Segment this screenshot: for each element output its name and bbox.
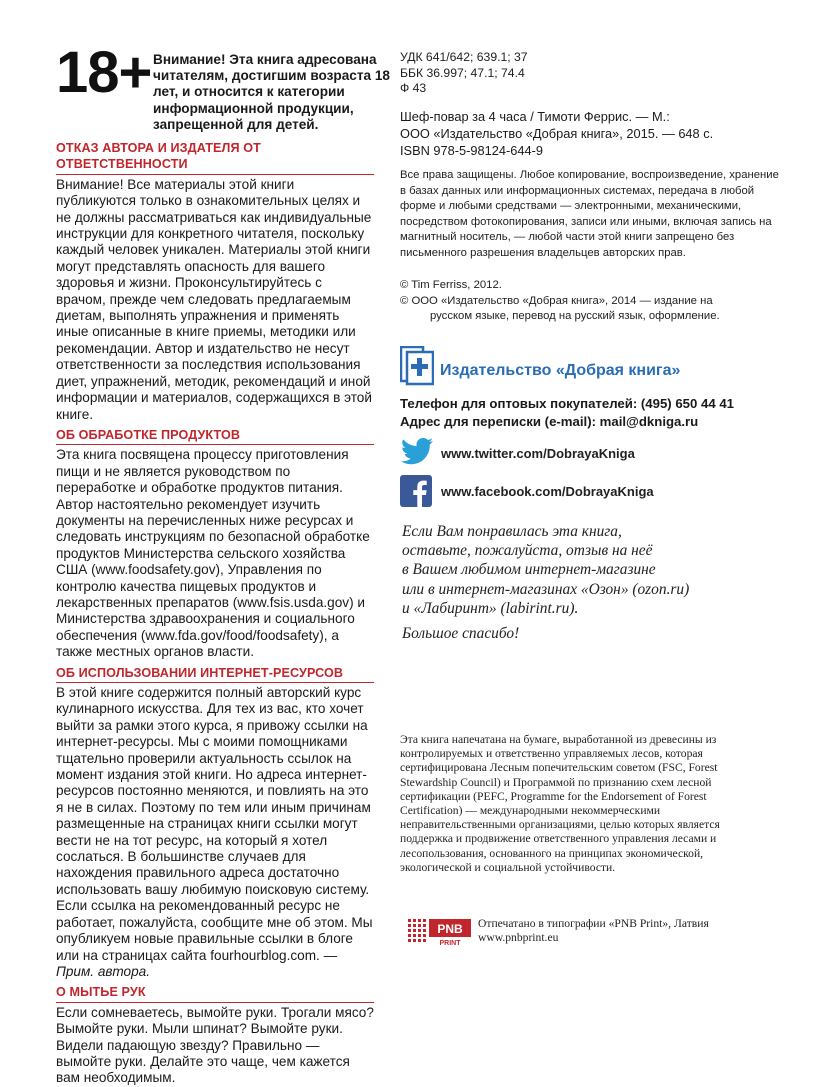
age-warning: Внимание! Эта книга адресована читателям, достигшим возраста 18 лет, и относится к категории информационной продукции, запрещенной для детей. <box>153 52 390 132</box>
section-heading-food: ОБ ОБРАБОТКЕ ПРОДУКТОВ <box>56 427 374 445</box>
section-heading-handwash: О МЫТЬЕ РУК <box>56 984 374 1002</box>
bbk-code: ББК 36.997; 47.1; 74.4 <box>400 65 525 80</box>
publisher-contacts <box>400 395 800 431</box>
internet-text: В этой книге содержится полный авторский курс кулинарного искусства. Для тех из вас, кто хочет выйти за рамки этого курса, я привожу ссылки на интернет-ресурсы. Мы с моими помощниками тщательно проверили актуальность ссылок на момент издания этой книги. Но адреса интернет-ресурсов постоянно меняются, и повлиять на это я не в силах. Поэтому по тем или иным причинам размещенные на страницах книги ссылки могут вести не на тот ресурс, на который я хотел сослаться. В большинстве случаев для нахождения правильного адреса достаточно использовать вашу любимую поисковую систему. Если ссылка на рекомендованный ресурс не работает, пожалуйста, сообщите мне об этом. Мы опубликуем новые правильные ссылки в блоге или на страницах сайта fourhourblog.com. — <box>56 685 373 963</box>
catalog-line-1: Шеф-повар за 4 часа / Тимоти Феррис. — М.: <box>400 109 670 124</box>
section-body-internet <box>56 685 374 980</box>
copyright-line-2a: © ООО «Издательство «Добрая книга», 2014 — издание на <box>400 294 713 307</box>
left-column <box>56 140 374 1087</box>
review-line-4: или в интернет-магазинах «Озон» (ozon.ru) <box>402 580 690 598</box>
twitter-link[interactable]: www.twitter.com/DobrayaKniga <box>441 446 635 461</box>
section-body-food: Эта книга посвящена процессу приготовления пищи и не является руководством по переработке и обработке продуктов питания. Автор настоятельно рекомендует изучить документы на перечисленных ниже ресурсах и следовать инструкциям по безопасной обработке продуктов Министерства сельского хозяйства США (www.foodsafety.gov), Управления по контролю качества пищевых продуктов и лекарственных препаратов (www.fsis.usda.gov) и Министерства здравоохранения и социального обеспечения (www.fda.gov/food/foodsafety), а также местных органов власти. <box>56 447 370 660</box>
printer-logo-sub: PRINT <box>439 940 461 947</box>
section-body-disclaimer: Внимание! Все материалы этой книги публикуются только в ознакомительных целях и не должны рассматриваться как индивидуальные инструкции для конкретного читателя, поскольку каждый человек уникален. Материалы этой книги могут представлять опасность для вашего здоровья и жизни. Проконсультируйтесь с врачом, прежде чем следовать предлагаемым диетам, выполнять упражнения и применять иные описанные в книге приемы, методики или рекомендации. Автор и издательство не несут ответственности за последствия использования диет, упражнений, методик, рекомендаций и иной информации и материалов, содержащихся в этой книге. <box>56 176 372 422</box>
isbn: ISBN 978-5-98124-644-9 <box>400 143 543 158</box>
udk-code: УДК 641/642; 639.1; 37 <box>400 50 528 64</box>
section-heading-disclaimer: ОТКАЗ АВТОРА И ИЗДАТЕЛЯ ОТ ОТВЕТСТВЕННОСТИ <box>56 140 374 175</box>
review-line-1: Если Вам понравилась эта книга, <box>402 523 622 540</box>
review-request <box>402 522 802 643</box>
rights-notice: Все права защищены. Любое копирование, воспроизведение, хранение в базах данных или информационных системах, передача в любой форме и любыми средствами — электронными, механическими, посредством фотокопирования, записи или иными, включая запись на магнитный носитель, — любой части этой книги запрещено без письменного разрешения владельцев авторских прав. <box>400 169 779 259</box>
wholesale-phone: Телефон для оптовых покупателей: (495) 650 44 41 <box>400 396 735 411</box>
review-line-2: оставьте, пожалуйста, отзыв на неё <box>402 542 653 560</box>
review-line-3: в Вашем любимом интернет-магазине <box>402 561 656 579</box>
facebook-icon <box>400 475 432 510</box>
copyright-block <box>400 278 790 325</box>
printer-line-1: Отпечатано в типографии «PNB Print», Латвия <box>478 917 709 930</box>
age-rating: 18+ <box>56 40 152 105</box>
review-line-5: и «Лабиринт» (labirint.ru). <box>402 599 579 617</box>
copyright-line-1: © Tim Ferriss, 2012. <box>400 279 502 291</box>
review-thanks: Большое спасибо! <box>402 625 520 643</box>
catalog-line-2: ООО «Издательство «Добрая книга», 2015. — 648 с. <box>400 126 714 141</box>
printer-logo-text: PNB <box>437 922 463 936</box>
facebook-link[interactable]: www.facebook.com/DobrayaKniga <box>441 484 654 499</box>
author-note: Прим. автора. <box>56 963 150 979</box>
section-heading-internet: ОБ ИСПОЛЬЗОВАНИИ ИНТЕРНЕТ-РЕСУРСОВ <box>56 665 374 683</box>
printer-logo-icon <box>408 917 472 952</box>
classification-codes <box>400 50 790 97</box>
contact-email[interactable]: Адрес для переписки (e-mail): mail@dkniga.ru <box>400 414 699 429</box>
catalog-record <box>400 108 790 159</box>
twitter-icon <box>400 437 434 470</box>
printer-info <box>478 917 709 946</box>
publisher-name: Издательство «Добрая книга» <box>440 362 681 379</box>
printer-website[interactable]: www.pnbprint.eu <box>478 931 559 945</box>
publisher-logo-icon <box>400 346 434 391</box>
author-sign: Ф 43 <box>400 81 427 95</box>
paper-certification-note: Эта книга напечатана на бумаге, выработанной из древесины из контролируемых и ответственно управляемых лесов, которая сертифицирована Лесным попечительским советом (FSC, Forest Stewardship Council) и Программой по признанию схем лесной сертификации (PEFC, Programme for the Endorsement of Forest Certification) — международными некоммерческими неправительственными организациями, целью которых является поддержка и продвижение ответственного управления лесами и лесопользования, основанного на принципах экономической, экологической и социальной устойчивости. <box>400 733 720 874</box>
copyright-line-2b: русском языке, перевод на русский язык, оформление. <box>430 310 720 323</box>
section-body-handwash: Если сомневаетесь, вымойте руки. Трогали мясо? Вымойте руки. Мыли шпинат? Вымойте руки. Видели падающую звезду? Правильно — вымойте руки. Делайте это чаще, чем кажется вам необходимым. <box>56 1004 374 1086</box>
